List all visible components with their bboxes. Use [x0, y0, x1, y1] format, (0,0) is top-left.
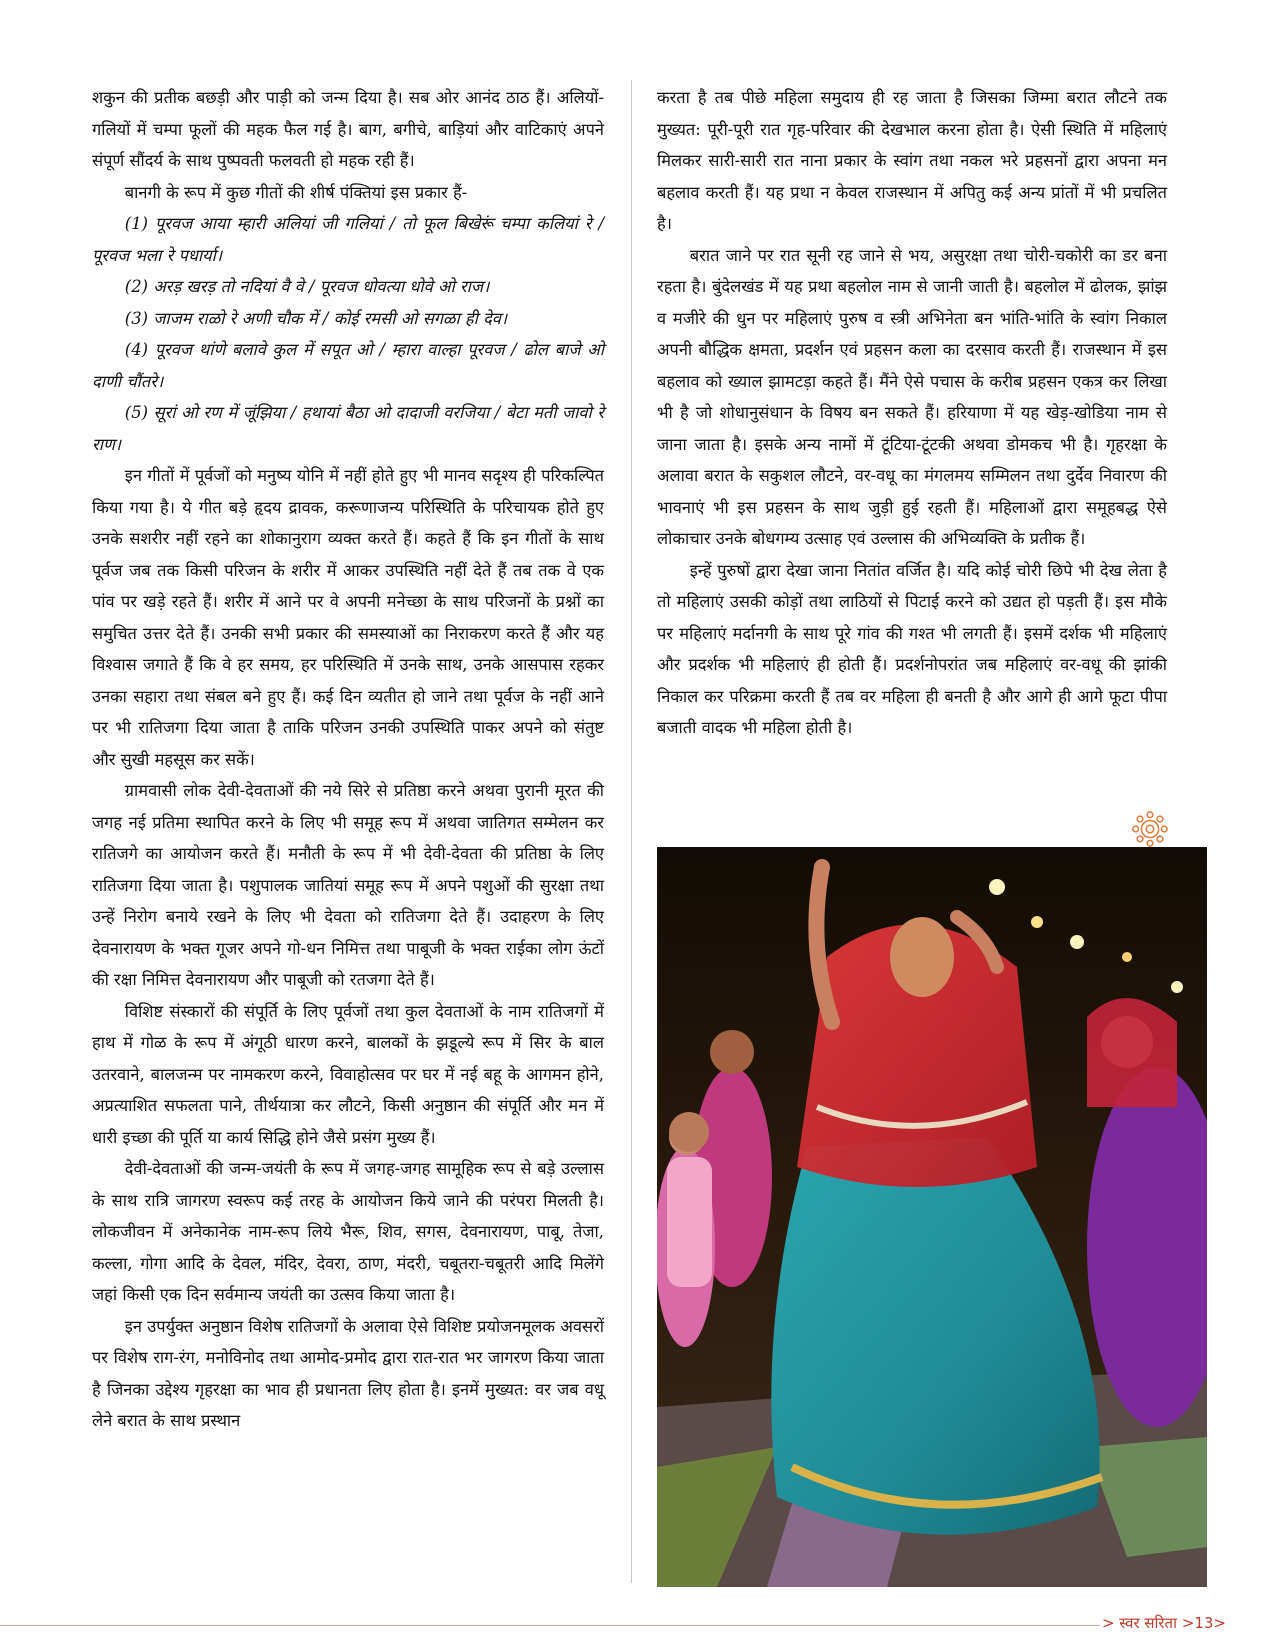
flower-ornament-icon	[1131, 810, 1169, 848]
song-verse: (1) पूरवज आया म्हारी अलियां जी गलियां / तो फूल बिखेरूं चम्पा कलियां रे / पूरवज भला रे पधार्या।	[92, 214, 604, 265]
dancing-woman-photo	[657, 847, 1207, 1587]
paragraph: इन गीतों में पूर्वजों को मनुष्य योनि में नहीं होते हुए भी मानव सदृश्य ही परिकल्पित किया गया है। ये गीत बड़े हृदय द्रावक, करूणाजन्य परिस्थिति के परिचायक होते हुए उनके सशरीर नहीं रहने का शोकानुराग व्यक्त करते हैं। कहते हैं कि इन गीतों के साथ पूर्वज जब तक किसी परिजन के शरीर में आकर उपस्थिति नहीं देते हैं तब तक वे एक पांव पर खड़े रहते हैं। शरीर में आने पर वे अपनी मनेच्छा के साथ परिजनों के प्रश्नों का समुचित उत्तर देते हैं। उनकी सभी प्रकार की समस्याओं का निराकरण करते हैं और यह विश्वास जगाते हैं कि वे हर समय, हर परिस्थिति में उनके साथ, उनके आसपास रहकर उनका सहारा तथा संबल बने हुए हैं। कई दिन व्यतीत हो जाने तथा पूर्वज के नहीं आने पर भी रातिजगा दिया जाता है ताकि परिजन उनकी उपस्थिति पाकर अपने को संतुष्ट और सुखी महसूस कर सकें।	[92, 466, 604, 769]
paragraph: इन उपर्युक्त अनुष्ठान विशेष रातिजगों के अलावा ऐसे विशिष्ट प्रयोजनमूलक अवसरों पर विशेष राग-रंग, मनोविनोद तथा आमोद-प्रमोद द्वारा रात-रात भर जागरण किया जाता है जिनका उद्देश्य गृहरक्षा का भाव ही प्रधानता लिए होता है। इनमें मुख्यत: वर जब वधू लेने बरात के साथ प्रस्थान	[92, 1316, 604, 1430]
paragraph: इन्हें पुरुषों द्वारा देखा जाना नितांत वर्जित है। यदि कोई चोरी छिपे भी देख लेता है तो महिलाएं उसकी कोड़ों तथा लाठियों से पिटाई करने को उद्यत हो पड़ती हैं। इस मौके पर महिलाएं मर्दानगी के साथ पूरे गांव की गश्त भी लगती हैं। इसमें दर्शक भी महिलाएं और प्रदर्शक भी महिलाएं ही होती हैं। प्रदर्शनोपरांत जब महिलाएं वर-वधू की झांकी निकाल कर परिक्रमा करती हैं तब वर महिला ही बनती है और आगे ही आगे फूटा पीपा बजाती वादक भी महिला होती है।	[657, 560, 1167, 737]
song-verse: (5) सूरां ओ रण में जूंझिया / हथायां बैठा ओ दादाजी वरजिया / बेटा मती जावो रे राण।	[92, 403, 604, 454]
paragraph: ग्रामवासी लोक देवी-देवताओं की नये सिरे से प्रतिष्ठा करने अथवा पुरानी मूरत की जगह नई प्रतिमा स्थापित करने के लिए भी समूह रूप में अथवा जातिगत सम्मेलन कर रातिजगे का आयोजन करते हैं। मनौती के रूप में भी देवी-देवता की प्रतिष्ठा के लिए रातिजगा दिया जाता है। पशुपालक जातियां समूह रूप में अपने पशुओं की सुरक्षा तथा उन्हें निरोग बनाये रखने के लिए भी देवता को रातिजगा देते हैं। उदाहरण के लिए देवनारायण के भक्त गूजर अपने गो-धन निमित्त तथा पाबूजी के भक्त राईका लोग ऊंटों की रक्षा निमित्त देवनारायण और पाबूजी को रतजगा देते हैं।	[92, 781, 604, 989]
footer-page-label: > स्वर सरिता >13>	[1101, 1614, 1226, 1632]
footer-rule	[0, 1625, 1100, 1626]
paragraph: करता है तब पीछे महिला समुदाय ही रह जाता है जिसका जिम्मा बरात लौटने तक मुख्यत: पूरी-पूरी रात गृह-परिवार की देखभाल करना होता है। ऐसी स्थिति में महिलाएं मिलकर सारी-सारी रात नाना प्रकार के स्वांग तथा नकल भरे प्रहसनों द्वारा अपना मन बहलाव करती हैं। यह प्रथा न केवल राजस्थान में अपितु कई अन्य प्रांतों में भी प्रचलित है।	[657, 88, 1167, 233]
song-verse: (4) पूरवज थांणे बलावे कुल में सपूत ओ / म्हारा वाल्हा पूरवज / ढोल बाजे ओ दाणी चौंतरे।	[92, 340, 604, 391]
right-text-column	[657, 82, 1167, 744]
song-verse: (3) जाजम राळो रे अणी चौक में / कोई रमसी ओ सगळा ही देव।	[124, 308, 508, 328]
paragraph: विशिष्ट संस्कारों की संपूर्ति के लिए पूर्वजों तथा कुल देवताओं के नाम रातिजगों में हाथ में गोळ के रूप में अंगूठी धारण करने, बालकों के झडूल्ये रूप में सिर के बाल उतरवाने, बालजन्म पर नामकरण करने, विवाहोत्सव पर घर में नई बहू के आगमन होने, अप्रत्याशित सफलता पाने, तीर्थयात्रा कर लौटने, किसी अनुष्ठान की संपूर्ति और मन में धारी इच्छा की पूर्ति या कार्य सिद्धि होने जैसे प्रसंग मुख्य हैं।	[92, 1001, 604, 1147]
paragraph: बानगी के रूप में कुछ गीतों की शीर्ष पंक्तियां इस प्रकार हैं-	[124, 182, 468, 202]
left-text-column	[92, 82, 604, 1437]
column-divider	[631, 80, 632, 1583]
paragraph: बरात जाने पर रात सूनी रह जाने से भय, असुरक्षा तथा चोरी-चकोरी का डर बना रहता है। बुंदेलखंड में यह प्रथा बहलोल नाम से जानी जाती है। बहलोल में ढोलक, झांझ व मजीरे की धुन पर महिलाएं पुरुष व स्त्री अभिनेता बन भांति-भांति के स्वांग निकाल अपनी बौद्धिक क्षमता, प्रदर्शन एवं प्रहसन कला का दरसाव करती हैं। राजस्थान में इस बहलाव को ख्याल झामटड़ा कहते हैं। मैंने ऐसे पचास के करीब प्रहसन एकत्र कर लिखा भी है जो शोधानुसंधान के विषय बन सकते हैं। हरियाणा में यह खेड़-खोडिया नाम से जाना जाता है। इसके अन्य नामों में टूंटिया-टूंटकी अथवा डोमकच भी है। गृहरक्षा के अलावा बरात के सकुशल लौटने, वर-वधू का मंगलमय सम्मिलन तथा दुर्देव निवारण की भावनाएं भी इस प्रहसन के साथ जुड़ी हुई रहती हैं। महिलाओं द्वारा समूहबद्ध ऐसे लोकाचार उनके बोधगम्य उत्साह एवं उल्लास की अभिव्यक्ति के प्रतीक हैं।	[657, 245, 1167, 548]
song-verse: (2) अरड़ खरड़ तो नदियां वै वे / पूरवज धोवत्या धोवे ओ राज।	[124, 277, 490, 296]
paragraph: शकुन की प्रतीक बछड़ी और पाड़ी को जन्म दिया है। सब ओर आनंद ठाठ हैं। अलियों-गलियों में चम्पा फूलों की महक फैल गई है। बाग, बगीचे, बाड़ियां और वाटिकाएं अपने संपूर्ण सौंदर्य के साथ पुष्पवती फलवती हो महक रही हैं।	[92, 88, 604, 170]
paragraph: देवी-देवताओं की जन्म-जयंती के रूप में जगह-जगह सामूहिक रूप से बड़े उल्लास के साथ रात्रि जागरण स्वरूप कई तरह के आयोजन किये जाने की परंपरा मिलती है। लोकजीवन में अनेकानेक नाम-रूप लिये भैरू, शिव, सगस, देवनारायण, पाबू, तेजा, कल्ला, गोगा आदि के देवल, मंदिर, देवरा, ठाण, मंदरी, चबूतरा-चबूतरी आदि मिलेंगे जहां किसी एक दिन सर्वमान्य जयंती का उत्सव किया जाता है।	[92, 1159, 604, 1304]
